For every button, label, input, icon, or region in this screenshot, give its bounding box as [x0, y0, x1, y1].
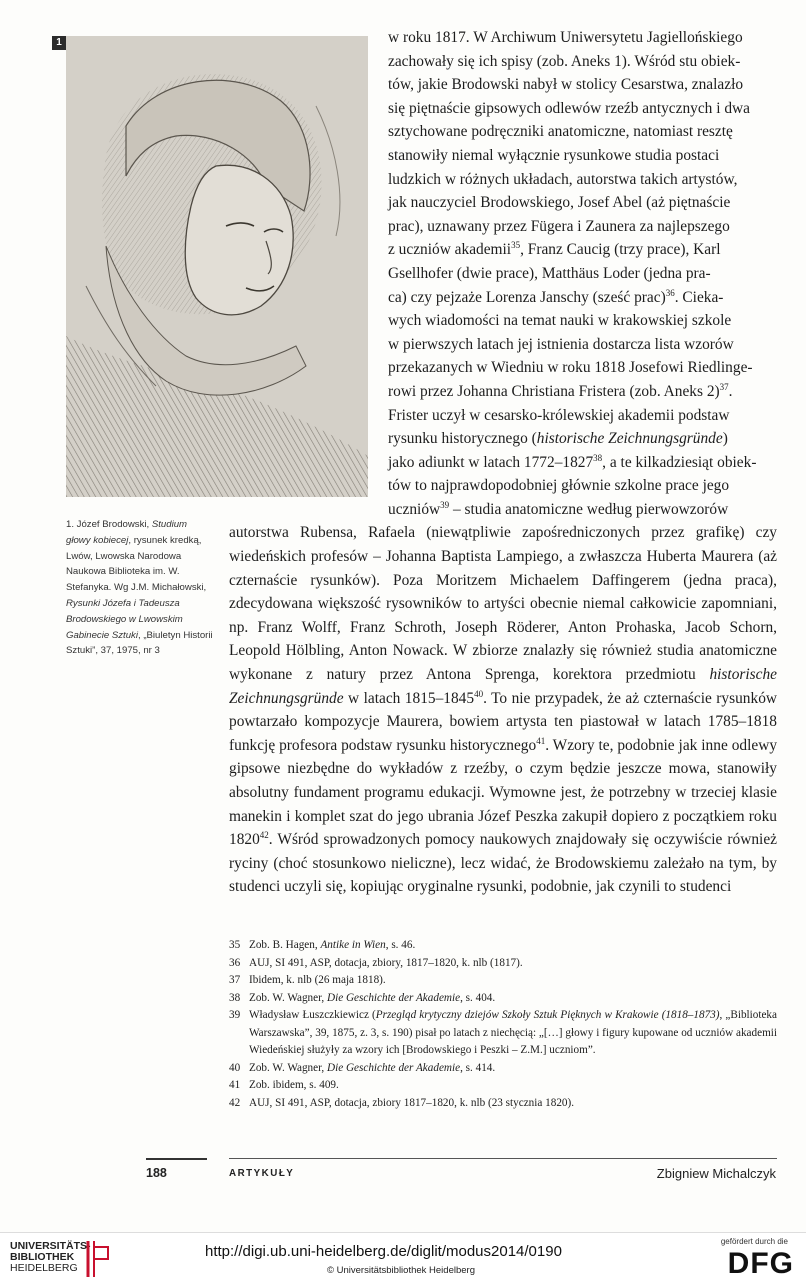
- footnote: 39 Władysław Łuszczkiewicz (Przegląd krytyczny dziejów Szkoły Sztuk Pięknych w Krakowie (1818–1873), „Biblioteka Warszawska”, 39, 1875, z. 3, s. 190) pisał po latach z niechęcią: „[…] głowy i figury kupowane od uczniów akademii Wiedeńskiej służyły za wzory ich [Brodowskiego i Peszki – Z.M.] uczniom”.: [229, 1009, 777, 1056]
- figure-caption: [66, 517, 214, 659]
- body-line: ca) czy pejzaże Lorenza Janschy (sześć prac)$^{36}$. Cieka-: [388, 287, 724, 306]
- caption-mid: , rysunek kredką, Lwów, Lwowska Narodowa Naukowa Biblioteka im. W. Stefanyka. Wg J.M. Michałowski,: [66, 534, 207, 594]
- footnote-ref[interactable]: 35: [511, 240, 521, 251]
- body-line: uczniów$^{39}$ – studia anatomiczne według pierwowzorów: [388, 499, 729, 518]
- body-line: się piętnaście gipsowych odlewów rzeźb antycznych i dwa: [388, 99, 750, 117]
- body-line: w pierwszych latach jej istnienia dostarcza lista wzorów: [388, 335, 734, 353]
- footnote-ref[interactable]: 41: [536, 735, 546, 746]
- body-line: Frister uczył w cesarsko-królewskiej akademii podstaw: [388, 406, 730, 424]
- article-body: [229, 26, 777, 899]
- body-line: sztychowane podręczniki anatomiczne, natomiast resztę: [388, 123, 733, 141]
- permalink-url[interactable]: http://digi.ub.uni-heidelberg.de/diglit/modus2014/0190: [205, 1243, 562, 1260]
- footnotes: [229, 937, 777, 1112]
- figure-number-badge: 1: [52, 36, 66, 50]
- footnote: 40 Zob. W. Wagner, Die Geschichte der Akademie, s. 414.: [229, 1061, 496, 1074]
- footnote-ref[interactable]: 37: [719, 381, 729, 392]
- footnote: 38 Zob. W. Wagner, Die Geschichte der Akademie, s. 404.: [229, 991, 496, 1004]
- body-line: tów, jakie Brodowski nabył w stolicy Cesarstwa, znalazło: [388, 76, 744, 94]
- page-number: 188: [146, 1166, 167, 1180]
- footnote: 42 AUJ, SI 491, ASP, dotacja, zbiory 1817–1820, k. nlb (23 stycznia 1820).: [229, 1096, 575, 1109]
- caption-source: Rysunki Józefa i Tadeusza Brodowskiego w Lwowskim Gabinecie Sztuki: [66, 597, 183, 641]
- footnote-ref[interactable]: 40: [474, 688, 484, 699]
- footnote: 36 AUJ, SI 491, ASP, dotacja, zbiory, 1817–1820, k. nlb (1817).: [229, 956, 523, 969]
- footnote: 41 Zob. ibidem, s. 409.: [229, 1079, 339, 1091]
- footnote-ref[interactable]: 38: [593, 452, 603, 463]
- body-line: z uczniów akademii$^{35}$, Franz Caucig (trzy prace), Karl: [388, 240, 721, 259]
- narrow-column: [388, 26, 777, 521]
- dfg-logo: DFG: [727, 1247, 794, 1280]
- dfg-funding-note: gefördert durch die: [720, 1237, 788, 1246]
- caption-title: Studium głowy kobiecej: [66, 519, 188, 546]
- body-line: zachowały się ich spisy (zob. Aneks 1). Wśród stu obiek-: [388, 52, 741, 70]
- footnote: 37 Ibidem, k. nlb (26 maja 1818).: [229, 974, 386, 986]
- body-line: Gsellhofer (dwie prace), Matthäus Loder (jedna pra-: [388, 264, 711, 282]
- body-line: stanowiły niemal wyłącznie rysunkowe studia postaci: [388, 146, 720, 164]
- copyright-notice: © Universitätsbibliothek Heidelberg: [327, 1265, 475, 1276]
- body-line: jako adiunkt w latach 1772–1827$^{38}$, a te kilkadziesiąt obiek-: [388, 452, 757, 471]
- caption-suffix: , „Biuletyn Historii Sztuki”, 37, 1975, nr 3: [66, 629, 213, 657]
- body-line: wych wiadomości na temat nauki w krakowskiej szkole: [388, 312, 732, 330]
- body-line: jak nauczyciel Brodowskiego, Josef Abel (aż piętnaście: [388, 194, 731, 212]
- viewer-footer: [0, 1232, 806, 1287]
- section-label: ARTYKUŁY: [229, 1168, 295, 1179]
- footer-rule: [229, 1158, 777, 1159]
- caption-prefix: 1. Józef Brodowski,: [66, 519, 152, 530]
- university-library-logo-text: UNIVERSITÄTS- BIBLIOTHEK HEIDELBERG: [10, 1240, 91, 1274]
- footnote-ref[interactable]: 39: [440, 499, 450, 510]
- body-line: rowi przez Johanna Christiana Fristera (zob. Aneks 2)$^{37}$.: [388, 381, 733, 400]
- body-line: ludzkich w różnych układach, autorstwa takich artystów,: [388, 170, 738, 188]
- body-line: prac), uznawany przez Fügera i Zaunera za najlepszego: [388, 217, 730, 235]
- body-line: przekazanych w Wiedniu w roku 1818 Josefowi Riedlinge-: [388, 359, 753, 377]
- body-line: w roku 1817. W Archiwum Uniwersytetu Jagiellońskiego: [388, 29, 743, 46]
- footnote: 35 Zob. B. Hagen, Antike in Wien, s. 46.: [229, 939, 416, 951]
- library-emblem-icon: [84, 1239, 112, 1279]
- footnote-ref[interactable]: 42: [259, 830, 269, 841]
- folio-rule: [146, 1158, 207, 1160]
- footnote-ref[interactable]: 36: [665, 287, 675, 298]
- author-name: Zbigniew Michalczyk: [656, 1166, 776, 1181]
- wide-paragraph: autorstwa Rubensa, Rafaela (niewątpliwie zapośredniczonych przez grafikę) czy wiedeńskich profesów – Johanna Baptista Lampiego, a zwłaszcza Huberta Maurera (aż czternaście rysunków). Poza Moritzem Michaelem Daffingerem (jedna praca), zdecydowana większość rysowników to artyści obecnie niemal całkowicie zapomniani, np. Franz Wolff, Franz Schroth, Joseph Röderer, Anton Prohaska, Jacob Schorn, Leopold Hölbling, Anton Nowack. W zbiorze znalazły się również studia anatomiczne wykonane z natury przez Antona Sprenga, korektora przedmiotu historische Zeichnungsgründe w latach 1815–1845$^{40}$. To nie przypadek, że aż czternaście rysunków powtarzało kompozycje Maurera, bowiem artysta ten piastował w latach 1785–1818 funkcję profesora podstaw rysunku historycznego$^{41}$. Wzory te, podobnie jak inne odlewy gipsowe niezbędne do wykładów z rzeźby, o czym będzie jeszcze mowa, stanowiły absolutny fundament programu edukacji. Wymowne jest, że potrzebny w trzeciej klasie manekin i komplet szat do jego ubrania Józef Peszka zakupił dopiero z początkiem roku 1820$^{42}$. Wśród sprowadzonych pomocy naukowych znajdowały się oczywiście również ryciny (choć stosunkowo nieliczne), lecz widać, że Brodowskiemu zależało na tym, by studenci uczyli się, kopiując oryginalne rysunki, podobnie, jak czynili to studenci: [229, 524, 778, 896]
- body-line: tów to najprawdopodobniej głównie szkolne prace jego: [388, 477, 730, 495]
- body-line: rysunku historycznego (historische Zeichnungsgründe): [388, 430, 728, 448]
